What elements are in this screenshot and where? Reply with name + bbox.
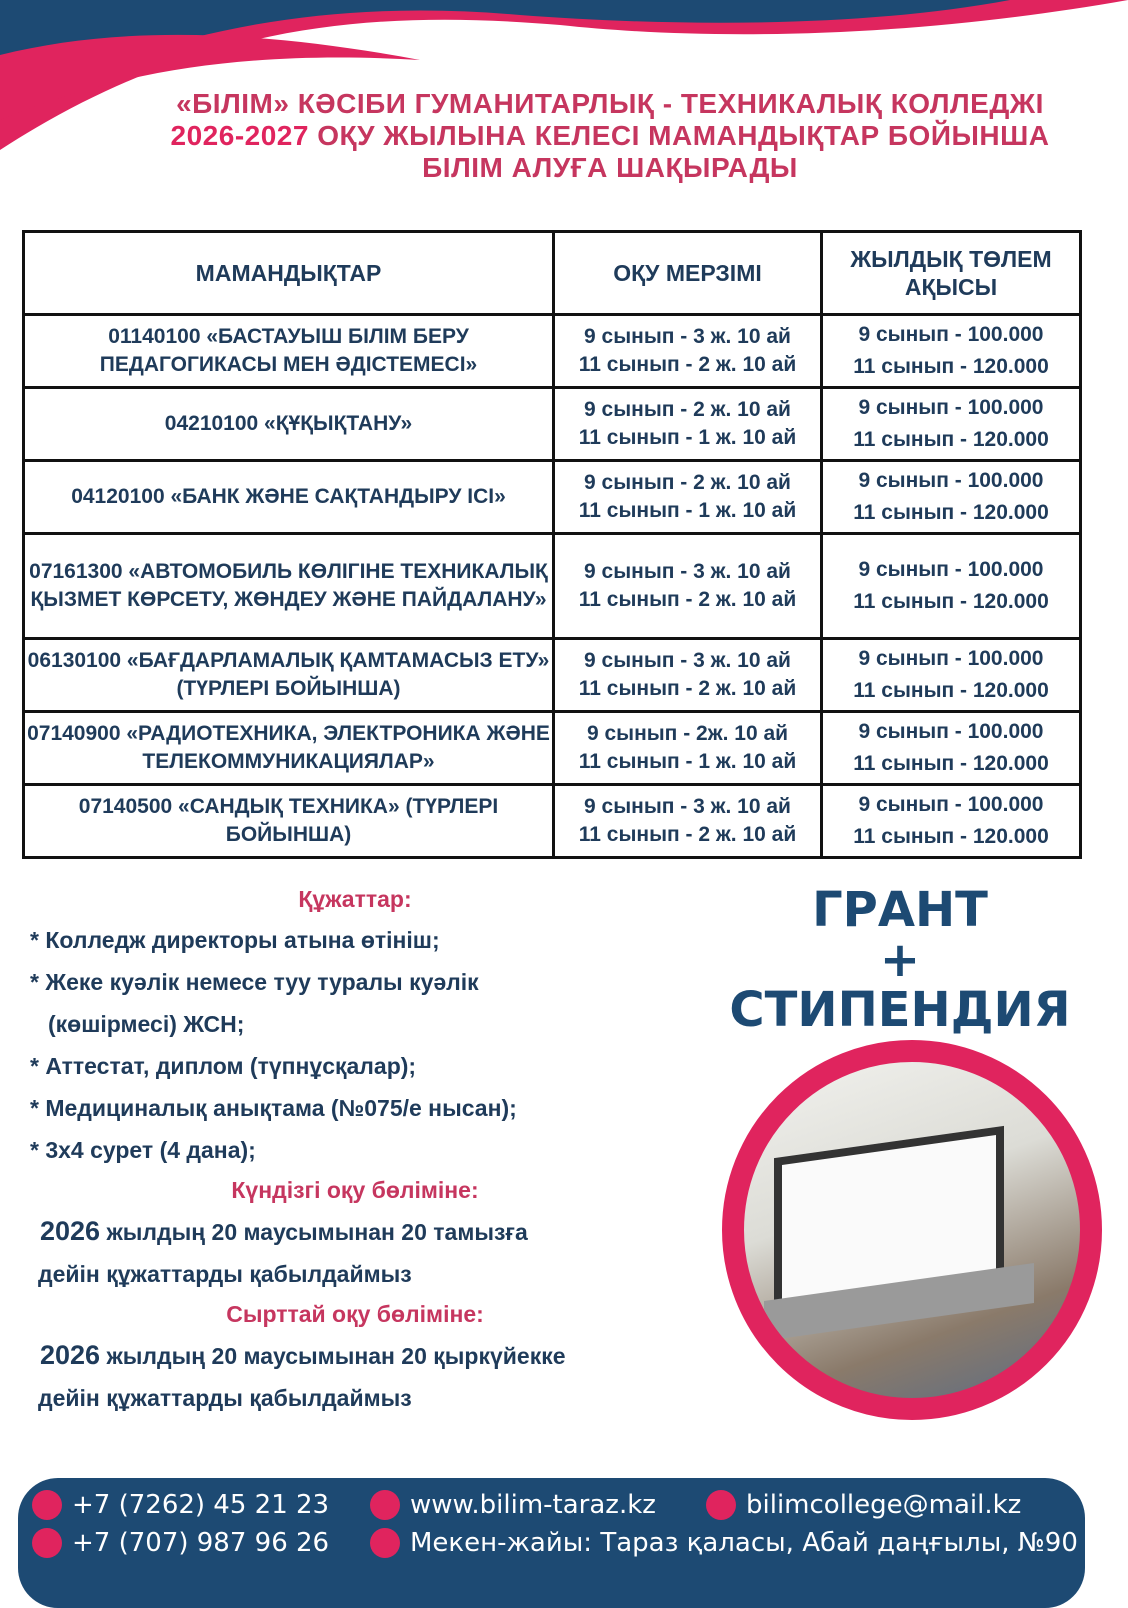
phone-2-text: +7 (707) 987 96 26	[72, 1528, 330, 1558]
fee-11: 11 сынып - 120.000	[853, 355, 1049, 378]
study-duration	[554, 388, 822, 461]
specialty-name: 06130100 «БАҒДАРЛАМАЛЫҚ ҚАМТАМАСЫЗ ЕТУ» (ТҮРЛЕРІ БОЙЫНША)	[24, 639, 554, 712]
title-line-2-text: ОҚУ ЖЫЛЫНА КЕЛЕСІ МАМАНДЫҚТАР БОЙЫНША	[317, 120, 1050, 151]
academic-year: 2026-2027	[170, 120, 309, 151]
ext-text-2: дейін құжаттарды қабылдаймыз	[38, 1385, 412, 1411]
duration-11: 11 сынып - 2 ж. 10 ай	[578, 677, 797, 700]
fee-11: 11 сынып - 120.000	[853, 428, 1049, 451]
fee-11: 11 сынып - 120.000	[853, 590, 1049, 613]
specialty-name: 04120100 «БАНК ЖӘНЕ САҚТАНДЫРУ ІСІ»	[24, 461, 554, 534]
specialty-name: 07140500 «САНДЫҚ ТЕХНИКА» (ТҮРЛЕРІ БОЙЫНША)	[24, 785, 554, 858]
address	[370, 1528, 1078, 1558]
laptop-photo	[722, 1040, 1102, 1420]
study-duration	[554, 315, 822, 388]
annual-fee	[822, 639, 1081, 712]
duration-11: 11 сынып - 2 ж. 10 ай	[578, 823, 797, 846]
fee-11: 11 сынып - 120.000	[853, 752, 1049, 775]
annual-fee	[822, 534, 1081, 639]
mobile-phone-icon	[32, 1528, 62, 1558]
page-title	[120, 88, 1100, 184]
table-row	[24, 315, 1081, 388]
day-text-1: жылдың 20 маусымынан 20 тамызға	[106, 1219, 528, 1245]
table-row	[24, 388, 1081, 461]
documents-section	[30, 880, 680, 1419]
day-text-2: дейін құжаттарды қабылдаймыз	[38, 1261, 412, 1287]
study-duration	[554, 639, 822, 712]
extramural-heading: Сырттай оқу бөліміне:	[226, 1301, 484, 1327]
annual-fee	[822, 315, 1081, 388]
specialty-name: 07161300 «АВТОМОБИЛЬ КӨЛІГІНЕ ТЕХНИКАЛЫҚ ҚЫЗМЕТ КӨРСЕТУ, ЖӨНДЕУ ЖӘНЕ ПАЙДАЛАНУ»	[24, 534, 554, 639]
duration-9: 9 сынып - 3 ж. 10 ай	[584, 649, 791, 672]
fee-9: 9 сынып - 100.000	[858, 323, 1044, 346]
documents-heading: Құжаттар:	[298, 886, 412, 912]
study-duration	[554, 712, 822, 785]
title-line-2	[120, 120, 1100, 152]
address-text: Мекен-жайы: Тараз қаласы, Абай даңғылы, №90	[410, 1528, 1078, 1558]
specialty-name: 04210100 «ҚҰҚЫҚТАНУ»	[24, 388, 554, 461]
fee-11: 11 сынып - 120.000	[853, 679, 1049, 702]
study-duration	[554, 461, 822, 534]
website-text: www.bilim-taraz.kz	[410, 1490, 656, 1520]
website-link[interactable]	[370, 1490, 656, 1520]
phone-1[interactable]	[32, 1490, 329, 1520]
doc-item: * Медициналық анықтама (№075/е нысан);	[30, 1095, 517, 1121]
doc-item: * Аттестат, диплом (түпнұсқалар);	[30, 1053, 417, 1079]
table-row	[24, 534, 1081, 639]
specialties-table	[22, 230, 1082, 859]
header-fee: ЖЫЛДЫҚ ТӨЛЕМ АҚЫСЫ	[822, 232, 1081, 315]
phone-icon	[32, 1490, 62, 1520]
annual-fee	[822, 461, 1081, 534]
table-row	[24, 639, 1081, 712]
duration-9: 9 сынып - 3 ж. 10 ай	[584, 560, 791, 583]
duration-9: 9 сынып - 2 ж. 10 ай	[584, 398, 791, 421]
fee-9: 9 сынып - 100.000	[858, 469, 1044, 492]
specialty-name: 01140100 «БАСТАУЫШ БІЛІМ БЕРУ ПЕДАГОГИКАСЫ МЕН ӘДІСТЕМЕСІ»	[24, 315, 554, 388]
annual-fee	[822, 388, 1081, 461]
duration-9: 9 сынып - 3 ж. 10 ай	[584, 325, 791, 348]
table-row	[24, 712, 1081, 785]
grant-text: ГРАНТ	[812, 882, 988, 938]
fee-11: 11 сынып - 120.000	[853, 825, 1049, 848]
header-specialties: МАМАНДЫҚТАР	[24, 232, 554, 315]
fee-9: 9 сынып - 100.000	[858, 793, 1044, 816]
annual-fee	[822, 712, 1081, 785]
phone-2[interactable]	[32, 1528, 329, 1558]
fee-9: 9 сынып - 100.000	[858, 558, 1044, 581]
ext-text-1: жылдың 20 маусымынан 20 қыркүйекке	[106, 1343, 566, 1369]
email-text: bilimcollege@mail.kz	[746, 1490, 1022, 1520]
specialty-name: 07140900 «РАДИОТЕХНИКА, ЭЛЕКТРОНИКА ЖӘНЕ ТЕЛЕКОММУНИКАЦИЯЛАР»	[24, 712, 554, 785]
study-duration	[554, 534, 822, 639]
doc-item: * Жеке куәлік немесе туу туралы куәлік	[30, 969, 479, 995]
phone-1-text: +7 (7262) 45 21 23	[72, 1490, 330, 1520]
duration-11: 11 сынып - 2 ж. 10 ай	[578, 353, 797, 376]
fee-9: 9 сынып - 100.000	[858, 720, 1044, 743]
table-header	[24, 232, 1081, 315]
header-duration: ОҚУ МЕРЗІМІ	[554, 232, 822, 315]
day-study-heading: Күндізгі оқу бөліміне:	[231, 1177, 479, 1203]
mail-icon	[706, 1490, 736, 1520]
table-row	[24, 461, 1081, 534]
location-pin-icon	[370, 1528, 400, 1558]
duration-11: 11 сынып - 1 ж. 10 ай	[578, 750, 797, 773]
title-line-3: БІЛІМ АЛУҒА ШАҚЫРАДЫ	[422, 152, 798, 183]
annual-fee	[822, 785, 1081, 858]
ext-year: 2026	[40, 1340, 101, 1370]
doc-item: (көшірмесі) ЖСН;	[48, 1011, 245, 1037]
fee-9: 9 сынып - 100.000	[858, 647, 1044, 670]
doc-item: * Колледж директоры атына өтініш;	[30, 927, 440, 953]
email-link[interactable]	[706, 1490, 1021, 1520]
day-year: 2026	[40, 1216, 101, 1246]
day-study-text	[30, 1210, 680, 1253]
duration-9: 9 сынып - 2 ж. 10 ай	[584, 471, 791, 494]
title-line-1: «БІЛІМ» КӘСІБИ ГУМАНИТАРЛЫҚ - ТЕХНИКАЛЫҚ КОЛЛЕДЖІ	[176, 88, 1044, 119]
duration-11: 11 сынып - 2 ж. 10 ай	[578, 588, 797, 611]
table-row	[24, 785, 1081, 858]
stipend-text: СТИПЕНДИЯ	[729, 982, 1071, 1038]
fee-11: 11 сынып - 120.000	[853, 501, 1049, 524]
extramural-text	[30, 1334, 680, 1377]
duration-11: 11 сынып - 1 ж. 10 ай	[578, 426, 797, 449]
duration-9: 9 сынып - 2ж. 10 ай	[586, 722, 789, 745]
plus-sign: +	[879, 932, 921, 988]
fee-9: 9 сынып - 100.000	[858, 396, 1044, 419]
study-duration	[554, 785, 822, 858]
grant-promo	[720, 882, 1080, 1038]
duration-9: 9 сынып - 3 ж. 10 ай	[584, 795, 791, 818]
duration-11: 11 сынып - 1 ж. 10 ай	[578, 499, 797, 522]
globe-icon	[370, 1490, 400, 1520]
contact-footer	[18, 1478, 1085, 1608]
doc-item: * 3х4 сурет (4 дана);	[30, 1137, 256, 1163]
